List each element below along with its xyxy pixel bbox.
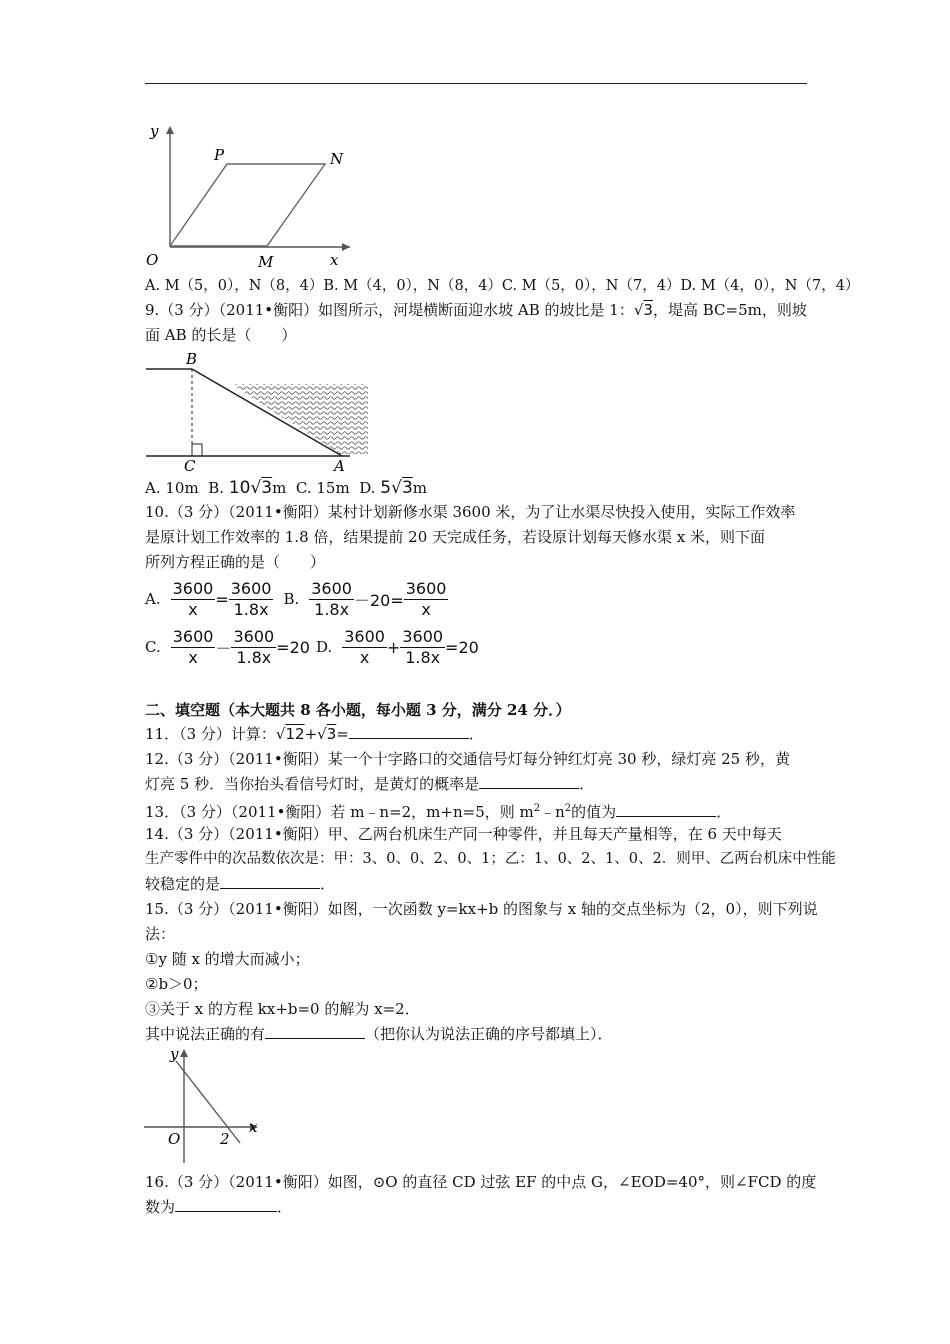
q9-option-b: 10√3 xyxy=(228,478,273,498)
q15-statement-2: ②b＞0； xyxy=(145,975,208,993)
q9-sqrt: √3 xyxy=(633,301,653,319)
q16-line2 xyxy=(145,1197,292,1217)
q10-line1: 10.（3 分）（2011•衡阳）某村计划新修水渠 3600 米，为了让水渠尽快投入使用，实际工作效率 xyxy=(145,503,796,521)
q10-b-den2: x xyxy=(421,599,431,619)
q10-line3: 所列方程正确的是（ ） xyxy=(145,553,326,571)
q15-text-a: 其中说法正确的有 xyxy=(145,1025,266,1043)
q10-c-tail: =20 xyxy=(276,637,310,657)
q10-a-frac2 xyxy=(229,579,274,620)
q14-line1: 14.（3 分）（2011•衡阳）甲、乙两台机床生产同一种零件，并且每天产量相等，在 6 天中每天 xyxy=(145,825,782,843)
q14-line3 xyxy=(145,874,335,894)
q10-option-c-row xyxy=(145,623,479,671)
q10-b-frac1 xyxy=(309,579,354,620)
q10-line2: 是原计划工作效率的 1.8 倍，结果提前 20 天完成任务，若设原计划每天修水渠 x 米，则下面 xyxy=(145,528,766,546)
q10-a-frac1 xyxy=(171,579,216,620)
q8-parallelogram-figure xyxy=(140,122,360,272)
q10-option-b-label: B. xyxy=(283,590,300,608)
q9-option-d: 5√3 xyxy=(380,478,413,498)
q15-intercept-label: 2 xyxy=(220,1130,230,1148)
q15-y-label: y xyxy=(170,1045,179,1063)
q9-a-label: A xyxy=(334,457,345,475)
q8-p-label: P xyxy=(214,146,225,164)
q9-sqrt-radicand: 3 xyxy=(643,301,653,319)
q15-line1: 15.（3 分）（2011•衡阳）如图，一次函数 y=kx+b 的图象与 x 轴的交点坐标为（2，0），则下列说 xyxy=(145,900,818,918)
q9-option-b-coef: 10 xyxy=(228,478,251,498)
q10-b-num2: 3600 xyxy=(405,578,447,598)
q10-a-op: = xyxy=(215,589,229,609)
q11-answer-blank[interactable] xyxy=(349,724,469,739)
q10-option-c-label: C. xyxy=(145,638,161,656)
q10-option-a-row xyxy=(145,575,448,623)
q9-c-label: C xyxy=(184,457,196,475)
q10-b-frac2 xyxy=(404,579,449,620)
q10-c-den2: 1.8x xyxy=(236,647,272,667)
q15-answer-blank[interactable] xyxy=(265,1024,365,1039)
q12-text: 灯亮 5 秒．当你抬头看信号灯时，是黄灯的概率是 xyxy=(145,775,480,793)
q15-statement-3: ③关于 x 的方程 kx+b=0 的解为 x=2． xyxy=(145,1000,420,1018)
q11-sqrt2: √3 xyxy=(317,725,337,743)
q14-line2: 生产零件中的次品数依次是：甲：3、0、0、2、0、1；乙：1、0、2、1、0、2．则甲、乙两台机床中性能 xyxy=(145,851,836,867)
q10-option-d-label: D. xyxy=(315,638,333,656)
q9-b-label: B xyxy=(186,350,198,368)
q9-option-d-unit: m xyxy=(412,479,428,497)
q8-x-label: x xyxy=(330,251,339,269)
q12-end: ． xyxy=(579,775,595,793)
q8-origin-label: O xyxy=(146,251,159,269)
q11-eq: = xyxy=(336,725,349,743)
q10-d-op: + xyxy=(386,637,401,657)
q13-end: ． xyxy=(716,803,732,821)
q10-d-den2: 1.8x xyxy=(405,647,441,667)
q13-sup2: 2 xyxy=(564,803,572,814)
q16-text: 数为 xyxy=(145,1198,176,1216)
q10-a-den2: 1.8x xyxy=(233,599,269,619)
q13-answer-blank[interactable] xyxy=(616,802,716,817)
q9-text-b: ，堤高 BC=5m，则坡 xyxy=(652,301,807,319)
q9-option-b-label: B. xyxy=(208,479,225,497)
q11-end: ． xyxy=(468,725,484,743)
q10-a-num2: 3600 xyxy=(230,578,272,598)
q8-m-label: M xyxy=(258,253,274,271)
q15-linear-function-figure xyxy=(140,1045,270,1165)
q11-sqrt1: √12 xyxy=(275,725,305,743)
q10-a-den1: x xyxy=(188,599,198,619)
q15-line2: 法： xyxy=(145,925,176,943)
q11-line xyxy=(145,724,484,744)
q10-b-num1: 3600 xyxy=(311,578,352,598)
q15-line-answer xyxy=(145,1024,613,1044)
q10-c-den1: x xyxy=(188,647,198,667)
q10-d-frac2 xyxy=(400,627,445,668)
q10-b-op: －20= xyxy=(353,590,404,610)
q16-end: ． xyxy=(277,1198,293,1216)
q15-statement-1: ①y 随 x 的增大而减小； xyxy=(145,950,310,968)
q13-text-b: ﹣n xyxy=(540,803,565,821)
q10-option-a-label: A. xyxy=(145,590,161,608)
q9-option-b-rad: 3 xyxy=(261,478,273,498)
q9-line2: 面 AB 的长是（ ） xyxy=(145,326,297,344)
q11-text: 11．（3 分）计算： xyxy=(145,725,276,743)
q11-rad1: 12 xyxy=(285,725,305,743)
q13-sup1: 2 xyxy=(533,803,541,814)
q11-rad2: 3 xyxy=(326,725,337,743)
q10-a-num1: 3600 xyxy=(172,578,214,598)
q15-text-b: （把你认为说法正确的序号都填上）． xyxy=(365,1025,613,1043)
q9-embankment-figure xyxy=(140,350,380,475)
q15-origin-label: O xyxy=(168,1130,181,1148)
q9-text-a: 9.（3 分）（2011•衡阳）如图所示，河堤横断面迎水坡 AB 的坡比是 1： xyxy=(145,301,634,319)
q8-y-label: y xyxy=(150,122,159,140)
q10-d-tail: =20 xyxy=(445,637,479,657)
q8-n-label: N xyxy=(330,150,344,168)
q14-text: 较稳定的是 xyxy=(145,875,221,893)
q16-line1: 16.（3 分）（2011•衡阳）如图，⊙O 的直径 CD 过弦 EF 的中点 G，∠EOD=40°，则∠FCD 的度 xyxy=(145,1173,817,1191)
q9-option-a: A. 10m xyxy=(145,479,199,497)
q9-option-d-rad: 3 xyxy=(401,478,413,498)
q12-line2 xyxy=(145,774,594,794)
q10-b-den1: 1.8x xyxy=(314,599,350,619)
q10-c-op: － xyxy=(215,638,232,658)
q10-d-num1: 3600 xyxy=(344,626,385,646)
q11-plus: + xyxy=(304,725,318,743)
q13-text-c: 的值为 xyxy=(571,803,617,821)
q10-c-frac2 xyxy=(231,627,276,668)
q15-x-label: x xyxy=(249,1118,258,1136)
q9-option-c: C. 15m xyxy=(295,479,350,497)
header-rule xyxy=(145,83,807,84)
q8-options: A. M（5，0），N（8，4）B. M（4，0），N（8，4）C. M（5，0），N（7，4）D. M（4，0），N（7，4） xyxy=(145,278,860,294)
q9-option-d-coef: 5 xyxy=(380,478,392,498)
q13-line xyxy=(145,799,731,822)
section-2-heading: 二、填空题（本大题共 8 各小题，每小题 3 分，满分 24 分．） xyxy=(145,701,571,719)
q12-answer-blank[interactable] xyxy=(479,774,579,789)
q10-d-den1: x xyxy=(359,647,370,667)
q10-d-num2: 3600 xyxy=(402,626,444,646)
q10-c-num2: 3600 xyxy=(233,626,275,646)
q9-line1 xyxy=(145,300,807,320)
q9-option-b-unit: m xyxy=(272,479,287,497)
q9-options xyxy=(145,477,427,499)
q9-option-d-label: D. xyxy=(359,479,376,497)
q14-end: ． xyxy=(320,875,336,893)
q14-answer-blank[interactable] xyxy=(220,874,320,889)
q10-c-num1: 3600 xyxy=(172,626,214,646)
q16-answer-blank[interactable] xyxy=(175,1197,277,1212)
q10-d-frac1 xyxy=(342,627,387,668)
q10-c-frac1 xyxy=(171,627,216,668)
q12-line1: 12.（3 分）（2011•衡阳）某一个十字路口的交通信号灯每分钟红灯亮 30 秒，绿灯亮 25 秒，黄 xyxy=(145,750,790,768)
q13-text-a: 13．（3 分）（2011•衡阳）若 m﹣n=2，m+n=5，则 m xyxy=(145,803,534,821)
